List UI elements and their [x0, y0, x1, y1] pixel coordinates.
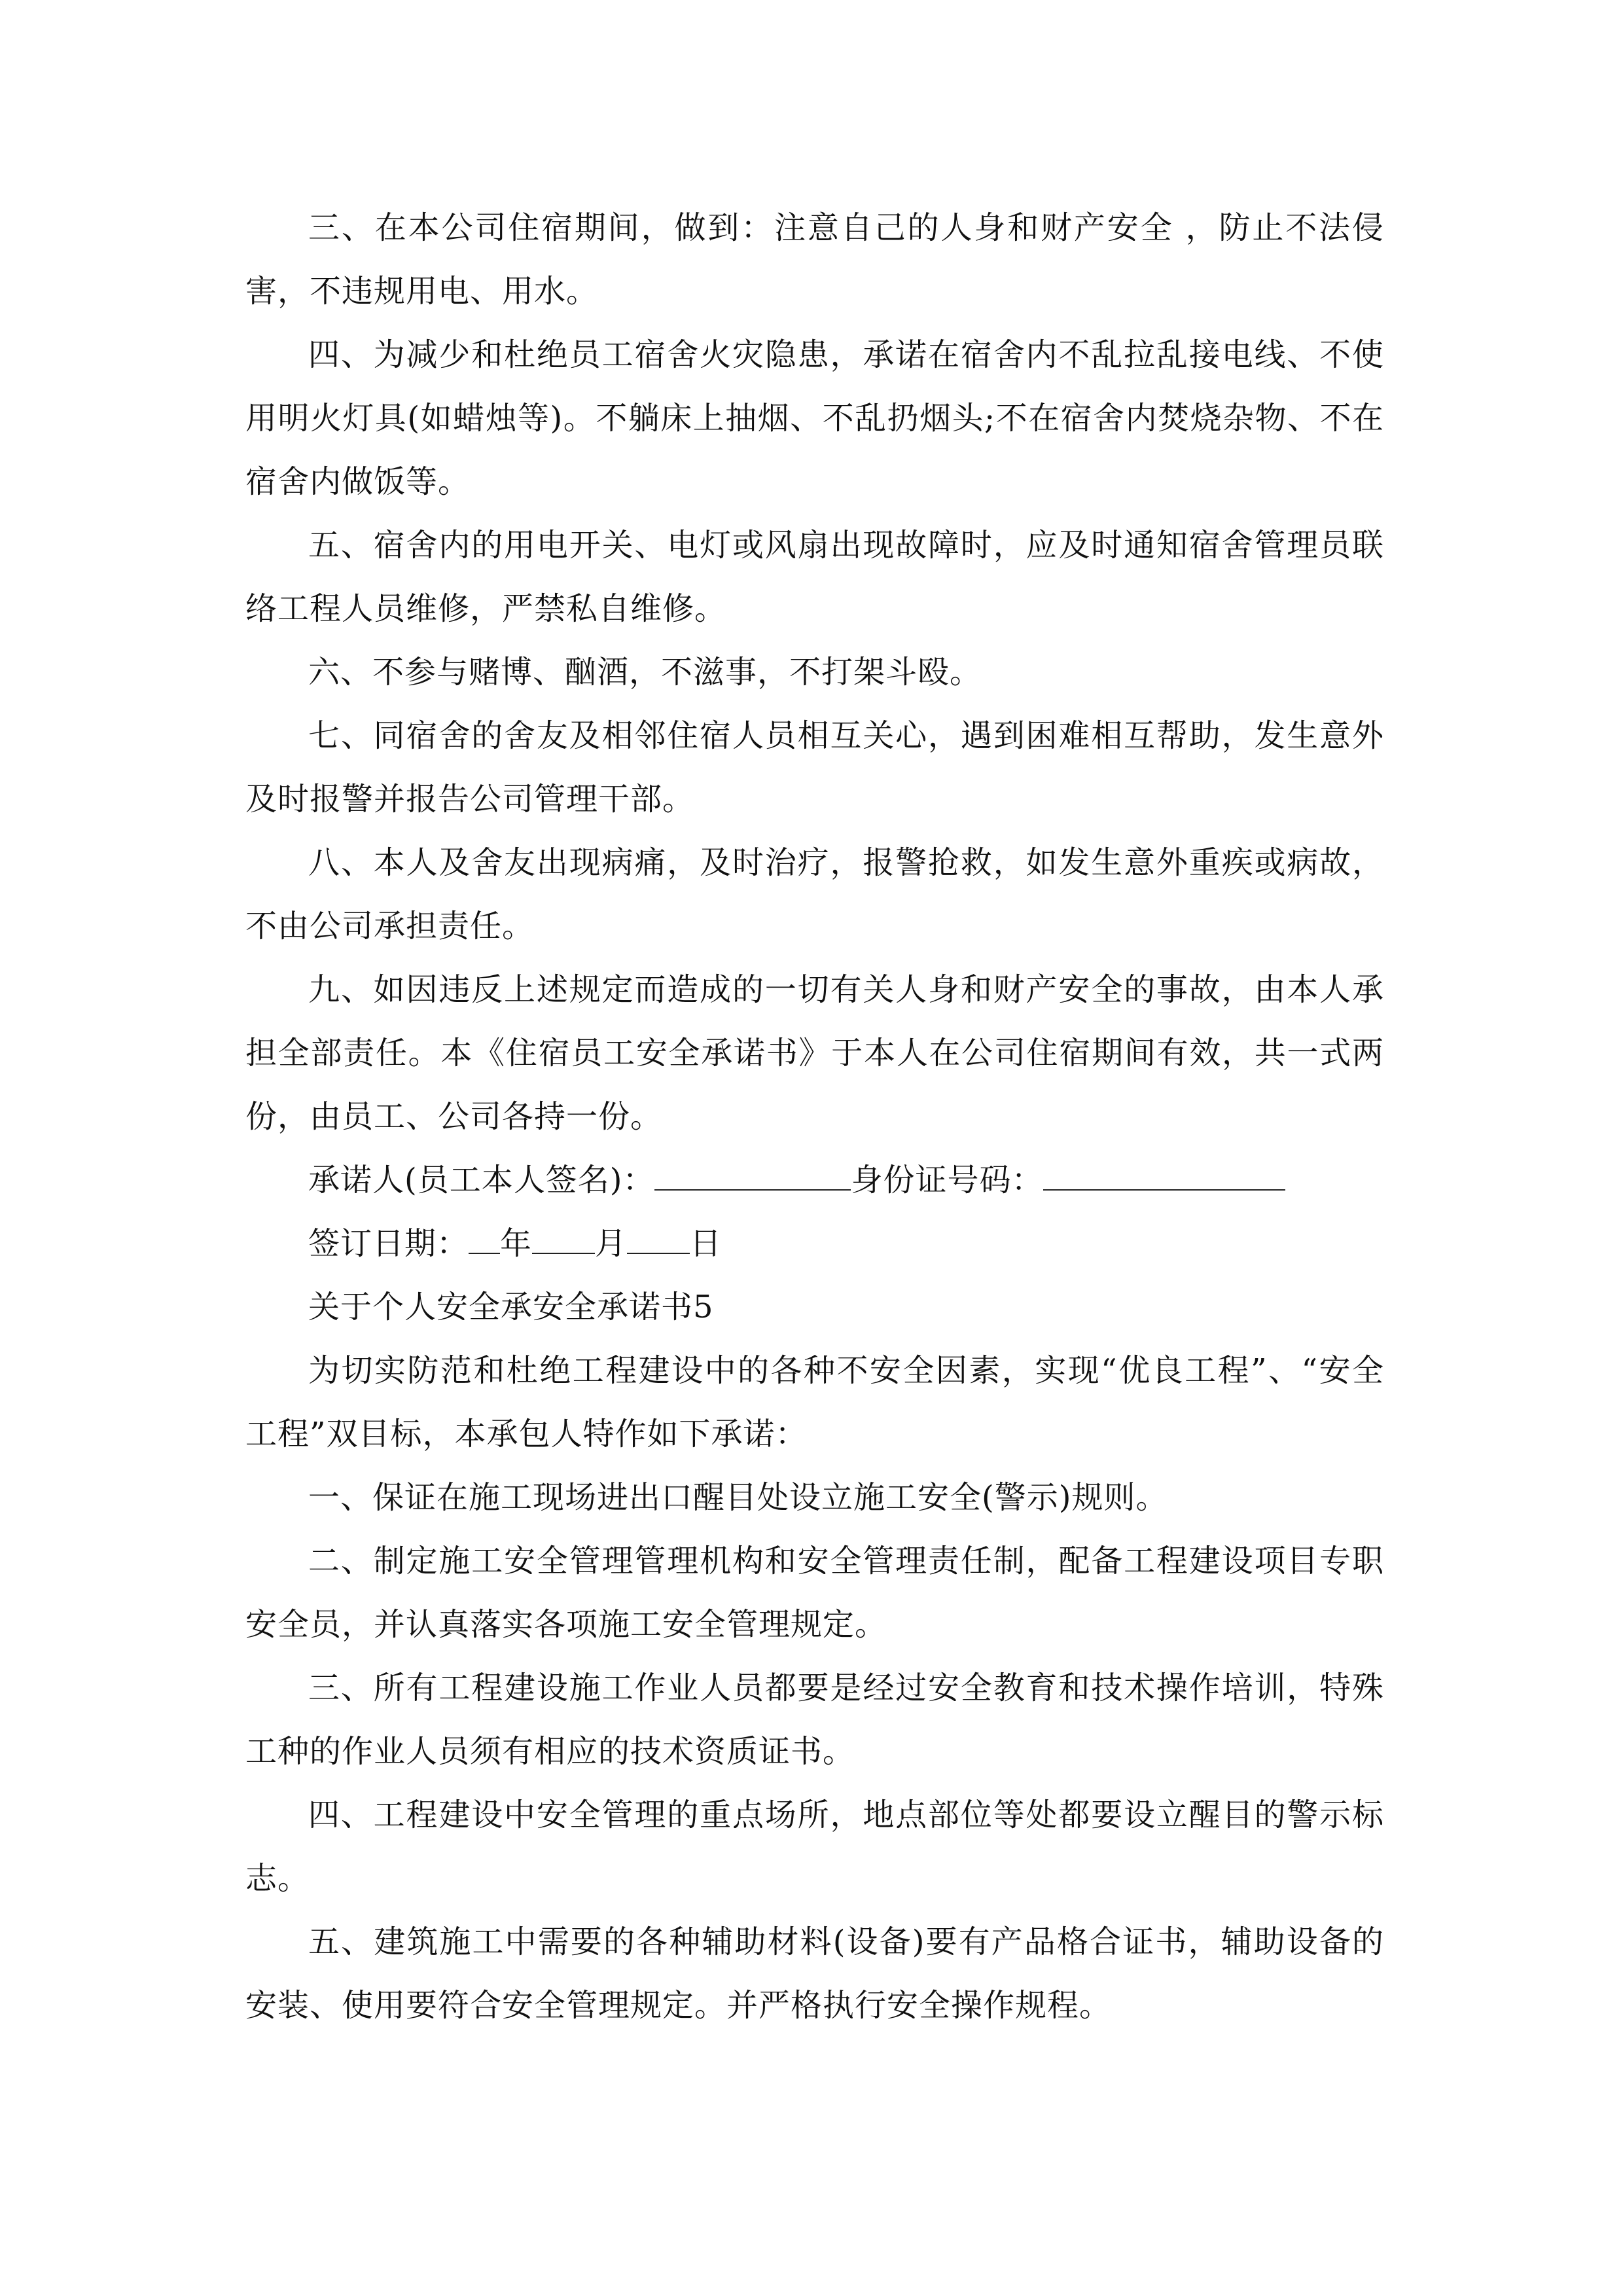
signature-line [245, 1149, 1384, 1212]
document-body [245, 196, 1384, 2037]
paragraph-clause-4: 四、为减少和杜绝员工宿舍火灾隐患，承诺在宿舍内不乱拉乱接电线、不使用明火灯具(如蜡烛等)。不躺床上抽烟、不乱扔烟头;不在宿舍内焚烧杂物、不在宿舍内做饭等。 [245, 336, 1384, 500]
paragraph-clause-7: 七、同宿舍的舍友及相邻住宿人员相互关心，遇到困难相互帮助，发生意外及时报警并报告公司管理干部。 [245, 717, 1384, 817]
year-blank [469, 1216, 500, 1254]
paragraph-clause-3: 三、在本公司住宿期间，做到：注意自己的人身和财产安全 ，防止不法侵害，不违规用电、用水。 [245, 209, 1384, 310]
paragraph-clause-8: 八、本人及舍友出现病痛，及时治疗，报警抢救，如发生意外重疾或病故，不由公司承担责任。 [245, 844, 1384, 944]
month-blank [532, 1216, 595, 1254]
paragraph-clause-6: 六、不参与赌博、酗酒，不滋事，不打架斗殴。 [308, 654, 982, 691]
paragraph-clause-5: 五、宿舍内的用电开关、电灯或风扇出现故障时，应及时通知宿舍管理员联络工程人员维修，严禁私自维修。 [245, 527, 1384, 627]
promisor-signature-blank [654, 1153, 851, 1191]
promisor-label: 承诺人(员工本人签名)： [308, 1162, 655, 1198]
paragraph-intro: 为切实防范和杜绝工程建设中的各种不安全因素，实现“优良工程”、“安全工程”双目标，本承包人特作如下承诺： [245, 1352, 1384, 1452]
section-title: 关于个人安全承安全承诺书5 [308, 1289, 714, 1325]
id-number-blank [1043, 1153, 1285, 1191]
paragraph-item-3: 三、所有工程建设施工作业人员都要是经过安全教育和技术操作培训，特殊工种的作业人员须有相应的技术资质证书。 [245, 1670, 1384, 1770]
date-line [245, 1212, 1384, 1276]
id-number-label: 身份证号码： [851, 1162, 1044, 1198]
paragraph-item-1: 一、保证在施工现场进出口醒目处设立施工安全(警示)规则。 [308, 1479, 1168, 1516]
day-label: 日 [690, 1225, 722, 1262]
date-label: 签订日期： [308, 1225, 469, 1262]
day-blank [627, 1216, 690, 1254]
paragraph-item-4: 四、工程建设中安全管理的重点场所，地点部位等处都要设立醒目的警示标志。 [245, 1797, 1384, 1897]
paragraph-item-5: 五、建筑施工中需要的各种辅助材料(设备)要有产品格合证书，辅助设备的安装、使用要符合安全管理规定。并严格执行安全操作规程。 [245, 1924, 1384, 2024]
paragraph-clause-9: 九、如因违反上述规定而造成的一切有关人身和财产安全的事故，由本人承担全部责任。本《住宿员工安全承诺书》于本人在公司住宿期间有效，共一式两份，由员工、公司各持一份。 [245, 971, 1384, 1135]
month-label: 月 [595, 1225, 628, 1262]
year-label: 年 [500, 1225, 533, 1262]
paragraph-item-2: 二、制定施工安全管理管理机构和安全管理责任制，配备工程建设项目专职安全员，并认真落实各项施工安全管理规定。 [245, 1543, 1384, 1643]
